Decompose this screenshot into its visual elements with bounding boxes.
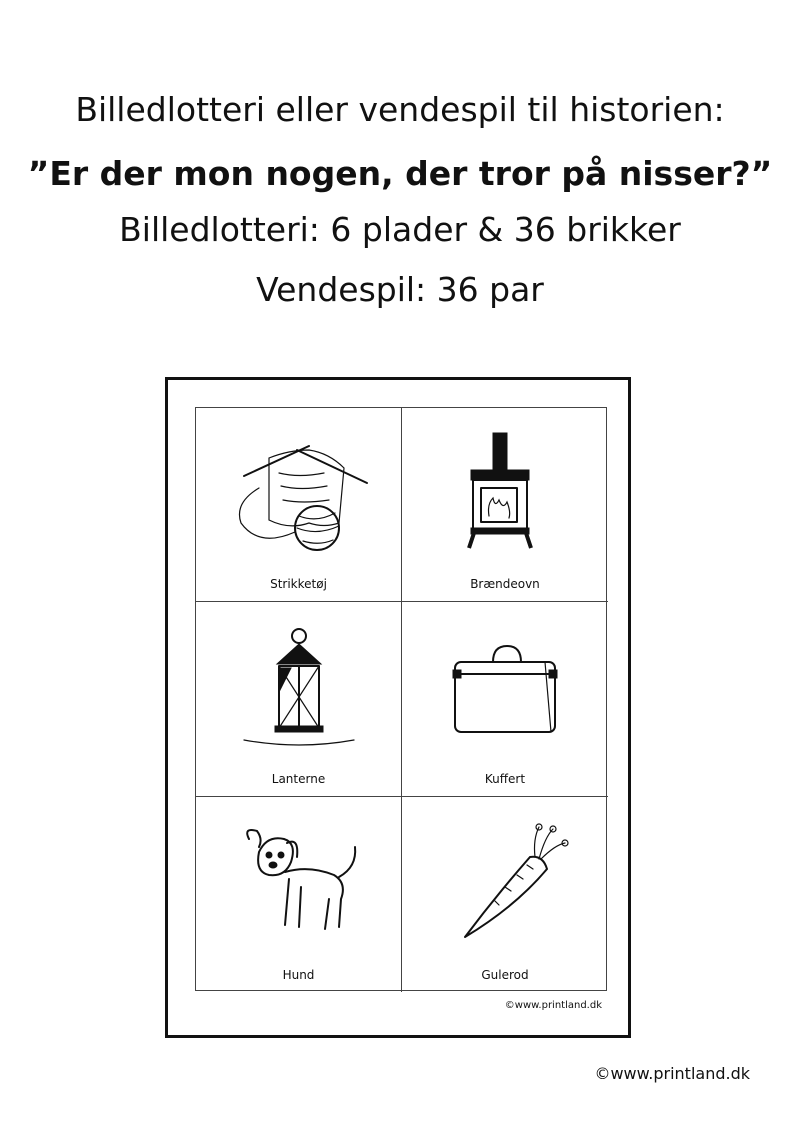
item-label: Lanterne <box>271 772 326 786</box>
item-label: Hund <box>282 968 315 982</box>
page-copyright: ©www.printland.dk <box>594 1064 750 1083</box>
carrot-icon <box>435 817 575 947</box>
grid-cell-carrot <box>402 797 608 992</box>
item-label: Gulerod <box>481 968 529 982</box>
story-title: ”Er der mon nogen, der tror på nisser?” <box>27 154 773 193</box>
wood-stove-icon <box>435 428 575 558</box>
lottery-description: Billedlotteri: 6 plader & 36 brikker <box>119 210 681 249</box>
title-line: Billedlotteri eller vendespil til historien: <box>75 90 725 129</box>
grid-cell-suitcase <box>402 602 608 797</box>
item-label: Strikketøj <box>270 577 327 591</box>
grid-cell-dog <box>196 797 402 992</box>
lantern-icon <box>229 622 369 752</box>
grid-cell-lantern <box>196 602 402 797</box>
memory-game-description: Vendespil: 36 par <box>256 270 544 309</box>
lottery-card <box>165 377 631 1038</box>
knitting-icon <box>229 428 369 558</box>
dog-icon <box>229 817 369 947</box>
grid-cell-knitting <box>196 408 402 602</box>
card-copyright: ©www.printland.dk <box>504 1000 602 1011</box>
picture-grid <box>195 407 607 991</box>
item-label: Brændeovn <box>470 577 540 591</box>
item-label: Kuffert <box>484 772 526 786</box>
grid-cell-wood-stove <box>402 408 608 602</box>
suitcase-icon <box>435 622 575 752</box>
